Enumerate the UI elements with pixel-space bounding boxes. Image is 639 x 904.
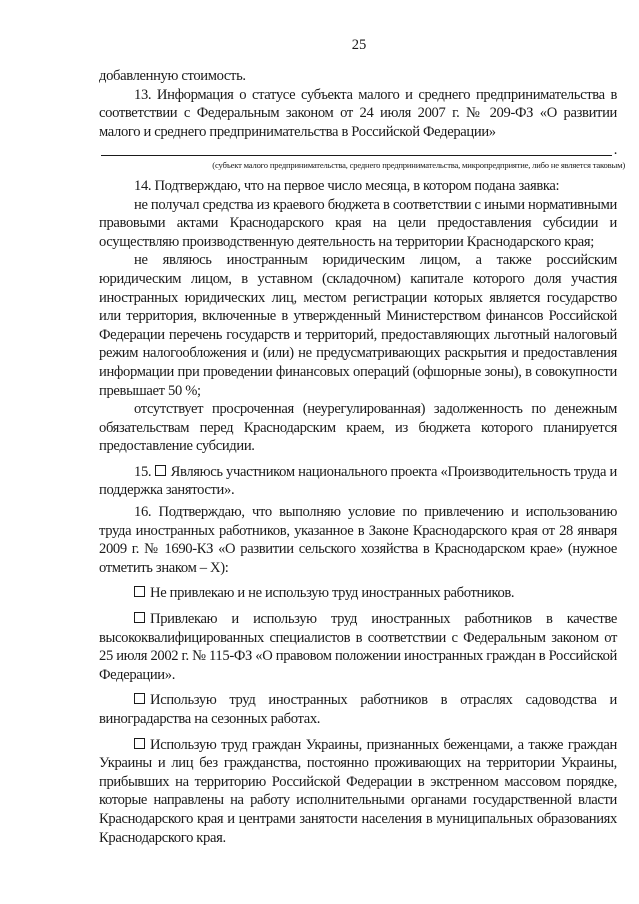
page-number: 25 (351, 37, 367, 53)
vat-tail-paragraph: добавленную стоимость. (99, 68, 246, 84)
option-3-checkbox[interactable] (134, 693, 145, 704)
item-14-intro: 14. Подтверждаю, что на первое число месяца, в котором подана заявка: (134, 177, 560, 194)
item-16-option-3 (99, 691, 617, 728)
item-16-intro: 16. Подтверждаю, что выполняю условие по привлечению и использованию труда иностранных работников, указанное в Законе Краснодарского края от 28 января 2009 г. № 1690-КЗ «О развитии сельского хозяйства в Краснодарском крае» (нужное отметить знаком – Х): (99, 504, 617, 576)
option-2-checkbox[interactable] (134, 612, 145, 623)
status-line-end: . (613, 142, 617, 159)
option-4-label: Использую труд граждан Украины, признанных беженцами, а также граждан Украины и лиц без гражданства, постоянно проживающих на территории Украины, прибывших на территорию Российской Федерации в экстренном массовом порядке, которые направлены на работу исполнительными органами государственной власти Краснодарского края и центрами занятости населения в муниципальных образованиях Краснодарского края. (99, 736, 617, 846)
item-14-sub-3: отсутствует просроченная (неурегулированная) задолженность по денежным обязательствам перед Краснодарским краем, из бюджета которого планируется предоставление субсидии. (99, 401, 617, 455)
status-fill-line[interactable] (99, 141, 617, 160)
item-15-number: 15. (134, 463, 152, 480)
status-blank-line[interactable] (101, 154, 612, 156)
item-16-option-1 (99, 584, 617, 603)
option-1-label: Не привлекаю и не использую труд иностранных работников. (150, 585, 515, 602)
option-4-checkbox[interactable] (134, 738, 145, 749)
item-14-sub-2: не являюсь иностранным юридическим лицом, а также российским юридическим лицом, в уставном (складочном) капитале которого доля участия иностранных юридических лиц, местом регистрации которых является государство или территория, включенные в утвержденный Министерством финансов Российской Федерации перечень государств и территорий, предоставляющих льготный налоговый режим налогообложения и (или) не предусматривающих раскрытия и предоставления информации при проведении финансовых операций (офшорные зоны), в совокупности превышает 50 %; (99, 252, 617, 399)
document-body (99, 67, 625, 847)
item-16-option-4 (99, 736, 617, 848)
document-page (99, 0, 625, 904)
option-3-label: Использую труд иностранных работников в отраслях садоводства и виноградарства на сезонных работах. (99, 692, 617, 727)
item-16-option-2 (99, 610, 617, 684)
item-15-text (99, 463, 617, 500)
item-14-sub-1: не получал средства из краевого бюджета в соответствии с иными нормативными правовыми актами Краснодарского края на цели предоставления субсидии и осуществляю производственную деятельность на территории Краснодарского края; (99, 196, 617, 250)
item-15-label: Являюсь участником национального проекта «Производительность труда и поддержка занятости». (99, 463, 617, 499)
option-2-label: Привлекаю и использую труд иностранных работников в качестве высококвалифицированных специалистов в соответствии с Федеральным законом от 25 июля 2002 г. № 115-ФЗ «О правовом положении иностранных граждан в Российской Федерации». (99, 611, 617, 683)
option-1-checkbox[interactable] (134, 586, 145, 597)
item-14 (99, 177, 617, 456)
item-16 (99, 503, 617, 847)
item-13-text (99, 86, 617, 142)
item-13-text-span: 13. Информация о статусе субъекта малого и среднего предпринимательства в соответствии с Федеральным законом от 24 июля 2007 г. № 209-ФЗ «О развитии малого и среднего предпринимательства в Российской Федерации» (99, 86, 617, 140)
item-15 (99, 463, 617, 500)
status-caption: (субъект малого предпринимательства, среднего предпринимательства, микропредприятие, либо не является таковым) (212, 159, 625, 170)
item-13 (99, 86, 625, 170)
item-15-checkbox[interactable] (155, 465, 166, 476)
